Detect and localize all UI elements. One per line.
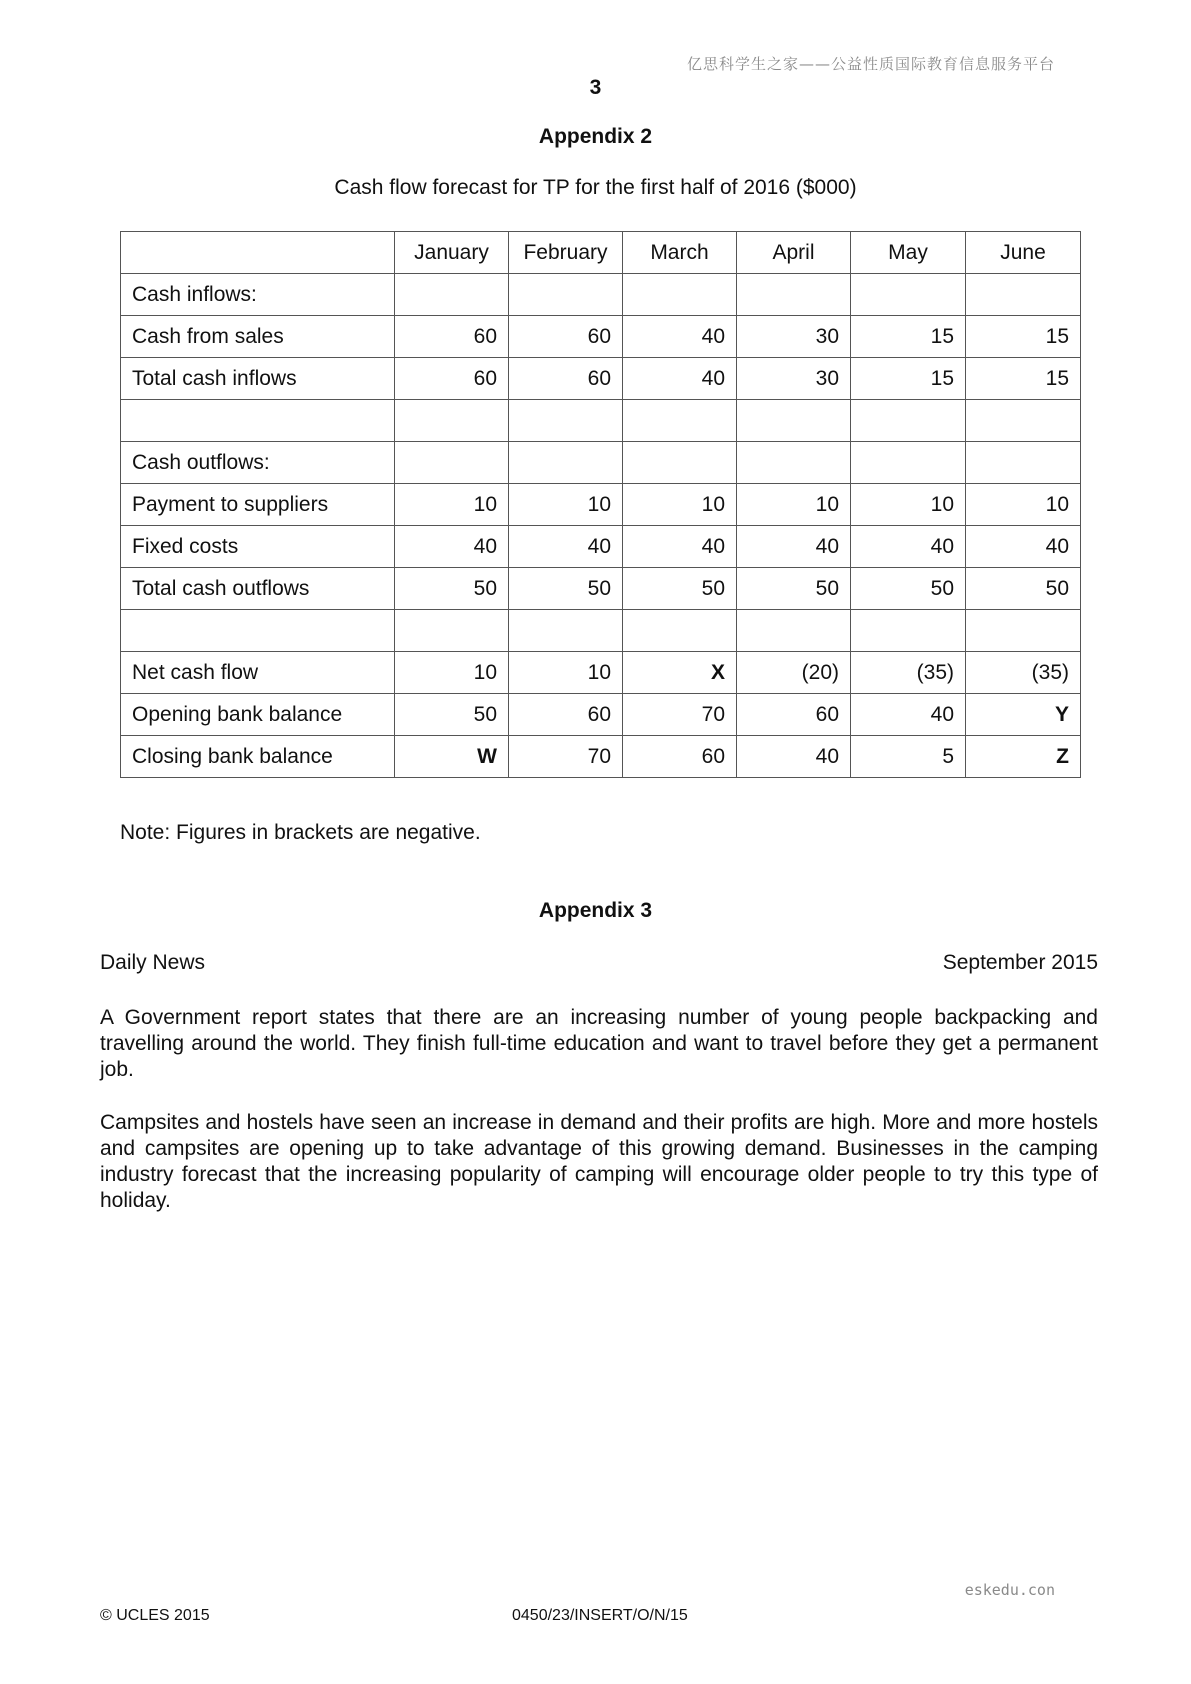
value-cell: 40 bbox=[966, 526, 1081, 568]
value-cell: 50 bbox=[851, 568, 966, 610]
value-cell bbox=[509, 610, 623, 652]
appendix-2-heading: Appendix 2 bbox=[538, 125, 653, 148]
header-cell-month: June bbox=[966, 232, 1081, 274]
value-cell bbox=[851, 442, 966, 484]
row-label: Total cash inflows bbox=[121, 358, 395, 400]
value-cell bbox=[395, 400, 509, 442]
value-cell: 10 bbox=[395, 652, 509, 694]
table-row bbox=[121, 400, 1081, 442]
table-caption: Cash flow forecast for TP for the first half of 2016 ($000) bbox=[334, 176, 857, 199]
header-cell-month: May bbox=[851, 232, 966, 274]
value-cell bbox=[395, 274, 509, 316]
table-row bbox=[121, 694, 1081, 736]
news-paragraph: A Government report states that there are an increasing number of young people backpacking and travelling around the world. They finish full-time education and want to travel before they get a permanent job. bbox=[100, 1006, 1098, 1081]
news-date: September 2015 bbox=[942, 951, 1098, 974]
row-label bbox=[121, 400, 395, 442]
news-paragraph: Campsites and hostels have seen an increase in demand and their profits are high. More and more hostels and campsites are opening up to take advantage of this growing demand. Businesses in the camping industry forecast that the increasing popularity of camping will encourage older people to try this type of holiday. bbox=[100, 1111, 1098, 1212]
value-cell: Z bbox=[966, 736, 1081, 778]
value-cell: 30 bbox=[737, 358, 851, 400]
value-cell: (35) bbox=[966, 652, 1081, 694]
value-cell: 10 bbox=[966, 484, 1081, 526]
value-cell: 40 bbox=[737, 526, 851, 568]
row-label: Cash inflows: bbox=[121, 274, 395, 316]
table-row bbox=[121, 610, 1081, 652]
value-cell bbox=[623, 610, 737, 652]
header-cell-month: February bbox=[509, 232, 623, 274]
value-cell bbox=[966, 400, 1081, 442]
value-cell: 5 bbox=[851, 736, 966, 778]
row-label: Opening bank balance bbox=[121, 694, 395, 736]
table-note: Note: Figures in brackets are negative. bbox=[120, 821, 481, 844]
watermark-bottom: eskedu.con bbox=[964, 1581, 1055, 1599]
value-cell: 10 bbox=[395, 484, 509, 526]
table-row bbox=[121, 274, 1081, 316]
appendix-3-heading: Appendix 3 bbox=[538, 899, 653, 922]
page-number: 3 bbox=[589, 76, 602, 99]
footer-copyright: © UCLES 2015 bbox=[100, 1607, 210, 1624]
value-cell: 10 bbox=[509, 652, 623, 694]
value-cell: 15 bbox=[966, 316, 1081, 358]
value-cell bbox=[395, 442, 509, 484]
value-cell: 60 bbox=[509, 316, 623, 358]
header-cell-month: April bbox=[737, 232, 851, 274]
value-cell: 60 bbox=[623, 736, 737, 778]
value-cell: 40 bbox=[737, 736, 851, 778]
value-cell bbox=[623, 442, 737, 484]
value-cell: 60 bbox=[509, 694, 623, 736]
row-label bbox=[121, 610, 395, 652]
value-cell bbox=[737, 610, 851, 652]
value-cell bbox=[737, 442, 851, 484]
table-row bbox=[121, 358, 1081, 400]
value-cell bbox=[851, 400, 966, 442]
value-cell bbox=[851, 274, 966, 316]
row-label: Cash outflows: bbox=[121, 442, 395, 484]
value-cell bbox=[509, 442, 623, 484]
table-row bbox=[121, 484, 1081, 526]
value-cell bbox=[851, 610, 966, 652]
value-cell bbox=[737, 274, 851, 316]
value-cell: 60 bbox=[395, 358, 509, 400]
value-cell: 40 bbox=[395, 526, 509, 568]
news-header bbox=[100, 951, 1098, 975]
value-cell: 50 bbox=[395, 694, 509, 736]
value-cell: 50 bbox=[623, 568, 737, 610]
value-cell: 50 bbox=[395, 568, 509, 610]
header-cell-blank bbox=[121, 232, 395, 274]
value-cell bbox=[966, 610, 1081, 652]
value-cell: 40 bbox=[623, 358, 737, 400]
header-cell-month: March bbox=[623, 232, 737, 274]
row-label: Closing bank balance bbox=[121, 736, 395, 778]
value-cell: 70 bbox=[509, 736, 623, 778]
value-cell: 15 bbox=[966, 358, 1081, 400]
value-cell: 10 bbox=[851, 484, 966, 526]
table-row bbox=[121, 652, 1081, 694]
value-cell: 40 bbox=[623, 316, 737, 358]
row-label: Cash from sales bbox=[121, 316, 395, 358]
row-label: Payment to suppliers bbox=[121, 484, 395, 526]
value-cell: (35) bbox=[851, 652, 966, 694]
value-cell bbox=[623, 274, 737, 316]
value-cell: 50 bbox=[966, 568, 1081, 610]
value-cell: 60 bbox=[395, 316, 509, 358]
value-cell: 50 bbox=[509, 568, 623, 610]
footer-document-code: 0450/23/INSERT/O/N/15 bbox=[512, 1607, 688, 1624]
value-cell bbox=[509, 400, 623, 442]
cash-flow-table bbox=[120, 231, 1081, 778]
value-cell: X bbox=[623, 652, 737, 694]
value-cell: 15 bbox=[851, 358, 966, 400]
value-cell: 10 bbox=[623, 484, 737, 526]
value-cell bbox=[509, 274, 623, 316]
value-cell: 40 bbox=[851, 694, 966, 736]
row-label: Fixed costs bbox=[121, 526, 395, 568]
table-row bbox=[121, 568, 1081, 610]
row-label: Net cash flow bbox=[121, 652, 395, 694]
value-cell: 30 bbox=[737, 316, 851, 358]
news-source: Daily News bbox=[100, 951, 206, 974]
value-cell: 15 bbox=[851, 316, 966, 358]
row-label: Total cash outflows bbox=[121, 568, 395, 610]
value-cell bbox=[737, 400, 851, 442]
value-cell: 40 bbox=[623, 526, 737, 568]
watermark-top: 亿思科学生之家——公益性质国际教育信息服务平台 bbox=[686, 55, 1055, 73]
header-cell-month: January bbox=[395, 232, 509, 274]
value-cell: (20) bbox=[737, 652, 851, 694]
value-cell: 70 bbox=[623, 694, 737, 736]
value-cell: 40 bbox=[509, 526, 623, 568]
value-cell: W bbox=[395, 736, 509, 778]
value-cell: 50 bbox=[737, 568, 851, 610]
value-cell bbox=[966, 442, 1081, 484]
value-cell: Y bbox=[966, 694, 1081, 736]
table-row bbox=[121, 442, 1081, 484]
value-cell bbox=[623, 400, 737, 442]
table-header-row bbox=[121, 232, 1081, 274]
value-cell: 10 bbox=[737, 484, 851, 526]
table-row bbox=[121, 316, 1081, 358]
table-row bbox=[121, 736, 1081, 778]
value-cell: 60 bbox=[509, 358, 623, 400]
value-cell: 40 bbox=[851, 526, 966, 568]
value-cell: 60 bbox=[737, 694, 851, 736]
table-row bbox=[121, 526, 1081, 568]
value-cell bbox=[395, 610, 509, 652]
value-cell bbox=[966, 274, 1081, 316]
value-cell: 10 bbox=[509, 484, 623, 526]
